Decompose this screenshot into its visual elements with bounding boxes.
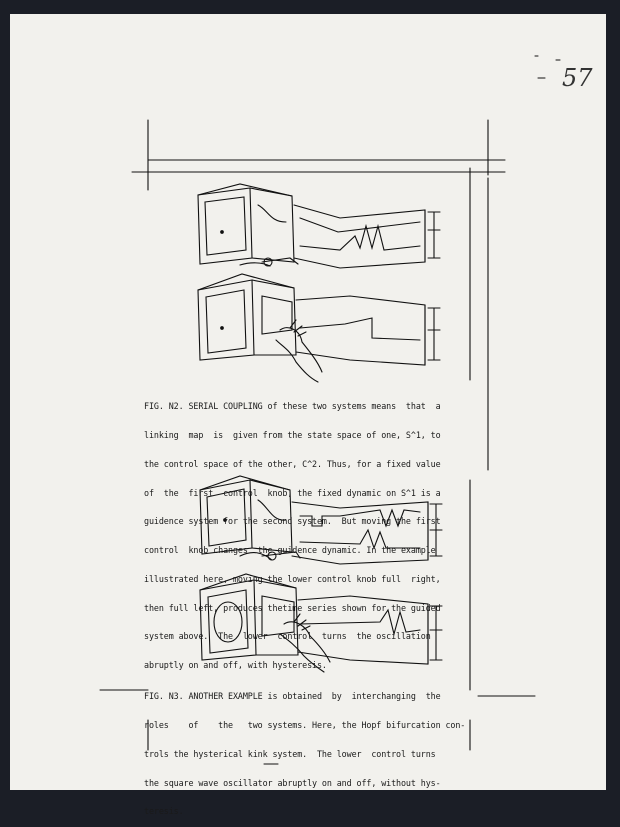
fig-n2-upper-ribbon	[294, 205, 425, 268]
fig-n3-caption	[144, 673, 465, 827]
caption-line: abruptly on and off, with hysteresis.	[144, 660, 327, 671]
fig-n2-hand	[276, 320, 322, 382]
caption-line: roles of the two systems. Here, the Hopf bifurcation con-	[144, 719, 466, 730]
caption-line: guidence system for the second system. But moving the first	[144, 516, 441, 527]
caption-line: the control space of the other, C^2. Thus, for a fixed value	[144, 458, 441, 469]
fig-n2-lower-monitor	[198, 274, 296, 360]
caption-line: FIG. N2. SERIAL COUPLING of these two systems means that a	[144, 401, 441, 412]
caption-line: linking map is given from the state space of one, S^1, to	[144, 429, 441, 440]
fig-n2-scale-marks	[428, 212, 440, 360]
caption-line: FIG. N3. ANOTHER EXAMPLE is obtained by interchanging the	[144, 691, 441, 702]
caption-line: then full left, produces thetime series shown for the guided	[144, 602, 441, 613]
page-number: 57	[562, 64, 593, 92]
fig-n2-lower-ribbon	[296, 296, 425, 365]
caption-line: the square wave oscillator abruptly on and off, without hys-	[144, 777, 441, 788]
fig-n2-upper-monitor	[198, 184, 294, 264]
caption-line: system above. The lower control turns the oscillation	[144, 631, 431, 642]
caption-line: of the first control knob, the fixed dynamic on S^1 is a	[144, 487, 441, 498]
caption-line: illustrated here, moving the lower control knob full right,	[144, 573, 441, 584]
caption-line: trols the hysterical kink system. The lower control turns	[144, 748, 436, 759]
caption-line: teresis.	[144, 806, 184, 817]
fig-n2-caption	[144, 383, 441, 680]
caption-line: control knob changes the guidence dynamic. In the example	[144, 545, 436, 556]
